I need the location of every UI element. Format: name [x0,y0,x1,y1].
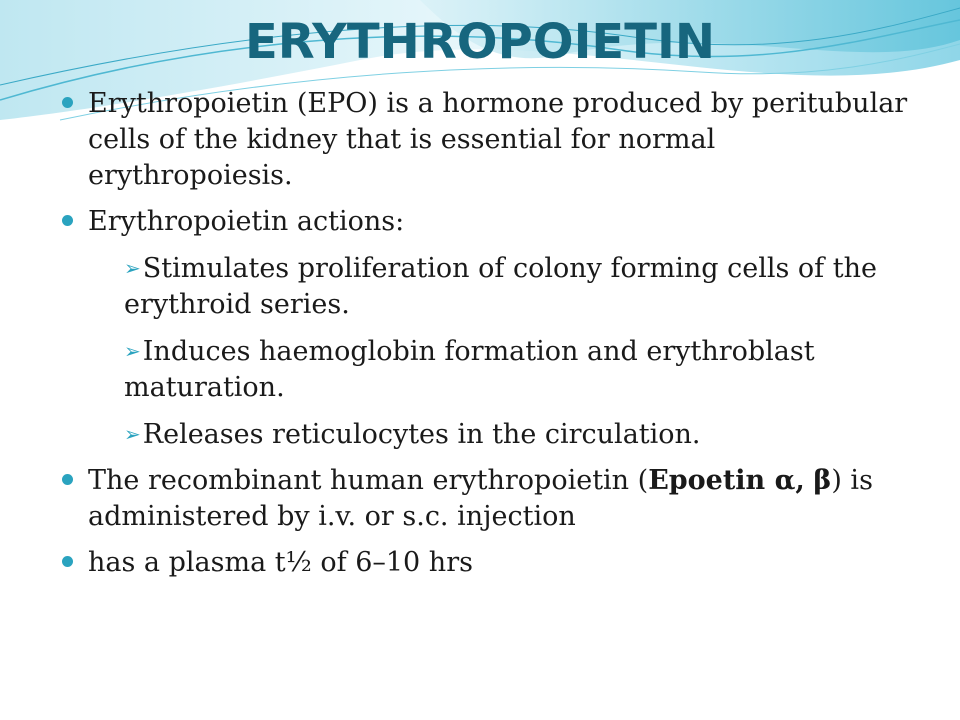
bullet-text: has a plasma t½ of 6–10 hrs [88,547,473,578]
arrow-bullet-icon: ➢ [124,256,141,280]
sub-bullet-haemoglobin [60,333,920,406]
bullet-text: Erythropoietin actions: [88,206,405,237]
sub-bullet-text: Stimulates proliferation of colony forming cells of the erythroid series. [124,253,877,320]
circle-bullet-icon [62,215,73,226]
bullet-text-pre: The recombinant human erythropoietin ( [88,465,649,496]
circle-bullet-icon [62,474,73,485]
sub-bullet-text: Releases reticulocytes in the circulation. [142,419,701,450]
bullet-epo-actions [60,204,920,240]
epoetin-beta: β [813,465,832,496]
bullet-epo-definition [60,86,920,194]
sub-bullet-proliferation [60,250,920,323]
sub-bullet-reticulocytes [60,416,920,453]
circle-bullet-icon [62,556,73,567]
circle-bullet-icon [62,97,73,108]
bullet-recombinant-epo [60,463,920,535]
arrow-bullet-icon: ➢ [124,422,141,446]
epoetin-alpha: Epoetin α, [648,465,805,496]
sub-bullet-text: Induces haemoglobin formation and erythroblast maturation. [124,336,815,403]
bullet-text: Erythropoietin (EPO) is a hormone produced by peritubular cells of the kidney that is essential for normal erythropoiesis. [88,88,908,191]
arrow-bullet-icon: ➢ [124,339,141,363]
bullet-text-post: ) is administered by i.v. or s.c. injection [88,465,873,532]
bullet-half-life [60,545,920,581]
slide-title: ERYTHROPOIETIN [245,14,715,70]
slide-content [60,86,920,591]
